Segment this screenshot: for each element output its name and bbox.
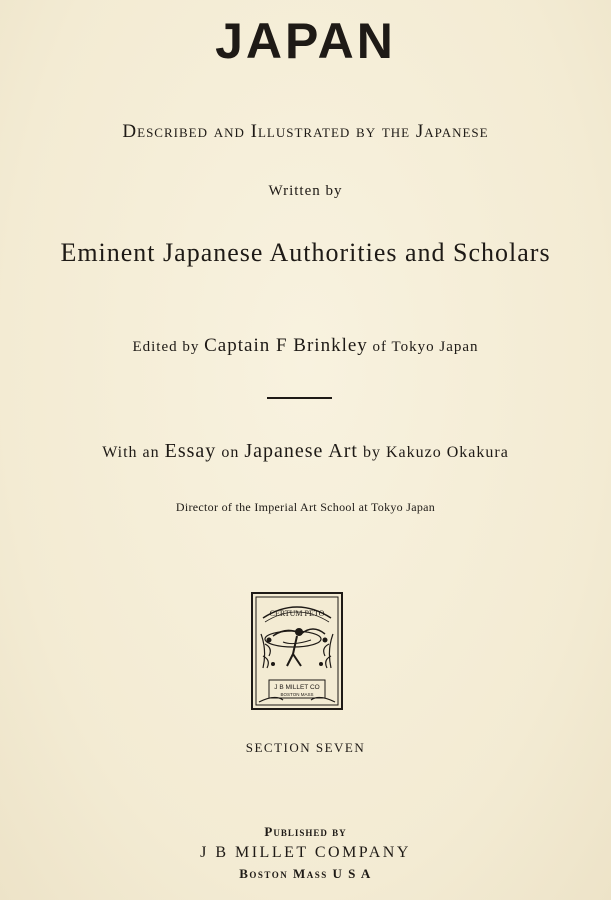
edited-by-line [0, 335, 611, 357]
essay-with: With an [102, 444, 160, 461]
essay-line [0, 440, 611, 463]
emblem-city-text: BOSTON MASS [280, 692, 314, 697]
publisher-location: Boston Mass U S A [239, 866, 372, 881]
authors-line: Eminent Japanese Authorities and Scholars [60, 238, 551, 267]
publisher-company: J B MILLET COMPANY [200, 844, 411, 861]
essay-title: Essay [164, 440, 217, 462]
director-line: Director of the Imperial Art School at Tokyo Japan [175, 500, 436, 514]
edited-by-suffix: of Tokyo Japan [372, 339, 479, 355]
editor-name: Captain F Brinkley [204, 335, 368, 356]
page-title: JAPAN [215, 13, 396, 69]
publisher-emblem [251, 592, 343, 710]
emblem-top-text: CERTUM PETO [269, 609, 325, 618]
essay-author: Kakuzo Okakura [385, 444, 509, 461]
essay-by: by [362, 444, 381, 461]
subtitle: Described and Illustrated by the Japanese [122, 121, 489, 142]
edited-by-prefix: Edited by [132, 339, 200, 355]
section-label: SECTION SEVEN [245, 740, 366, 755]
written-by-label: Written by [268, 183, 343, 199]
emblem-illustration-icon [253, 594, 341, 708]
published-by-label: Published by [264, 824, 347, 839]
divider-rule [267, 397, 332, 399]
essay-on: on [221, 444, 240, 461]
essay-subject: Japanese Art [244, 440, 358, 462]
emblem-bottom-text: J B MILLET CO [274, 684, 320, 691]
